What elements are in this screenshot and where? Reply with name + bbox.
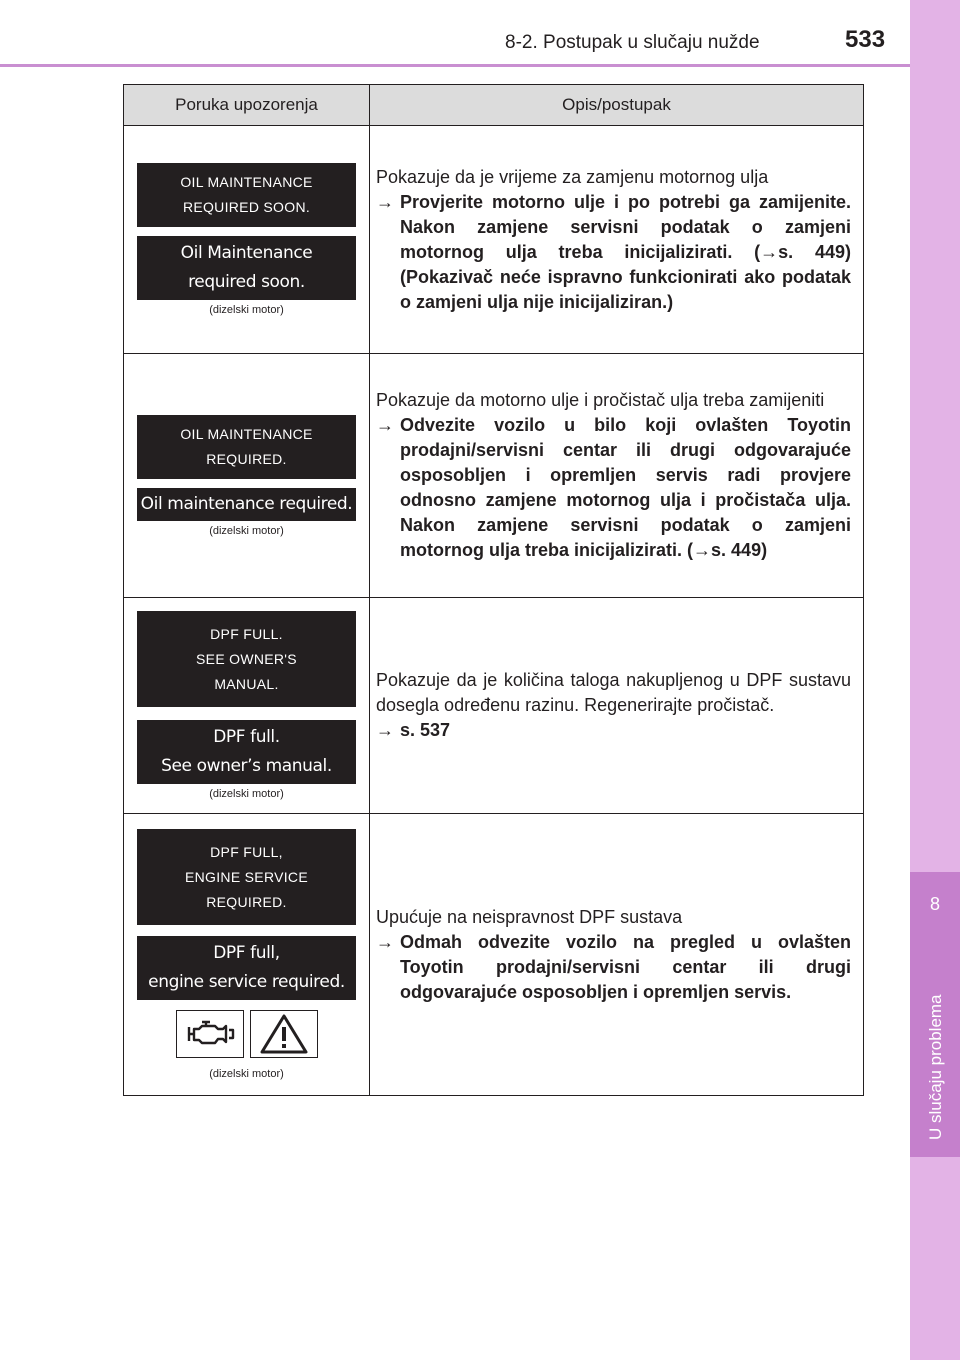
description-text: Upućuje na neispravnost DPF sustava bbox=[376, 906, 683, 927]
message-display bbox=[137, 829, 356, 925]
action-text: Odvezite vozilo u bilo koji ovlašten Toyotin prodajni/servisni centar ili drugi odgovarajuće osposobljen i opremljen servis radi provjere odnosno zamjene motornog ulja i pročistača ulja. Nakon zamjene servisni podatak o zamjeni motornog ulja treba inicijalizirati. (→s. 449) bbox=[400, 415, 851, 560]
arrow-icon: → bbox=[376, 931, 394, 952]
diesel-message-line: See owner’s manual. bbox=[161, 756, 332, 776]
message-line: REQUIRED. bbox=[206, 893, 287, 910]
action-item bbox=[376, 413, 851, 563]
description-cell bbox=[370, 598, 864, 814]
message-line: MANUAL. bbox=[214, 675, 279, 692]
diesel-message-display bbox=[137, 720, 356, 784]
diesel-message-display bbox=[137, 488, 356, 521]
table-row bbox=[124, 354, 864, 598]
column-header-description: Opis/postupak bbox=[370, 85, 864, 126]
message-cell bbox=[124, 126, 370, 354]
message-line: ENGINE SERVICE bbox=[185, 868, 308, 885]
message-line: OIL MAINTENANCE bbox=[180, 174, 313, 190]
message-line: REQUIRED SOON. bbox=[182, 199, 311, 215]
diesel-caption: (dizelski motor) bbox=[209, 304, 284, 316]
engine-check-icon bbox=[176, 1010, 244, 1058]
message-display bbox=[137, 415, 356, 479]
message-cell bbox=[124, 598, 370, 814]
action-item bbox=[376, 930, 851, 1005]
diesel-message-line: required soon. bbox=[188, 272, 305, 292]
section-title: 8-2. Postupak u slučaju nužde bbox=[505, 32, 760, 53]
diesel-message-line: DPF full. bbox=[213, 727, 280, 747]
message-line: REQUIRED. bbox=[206, 450, 287, 467]
message-cell bbox=[124, 354, 370, 598]
diesel-message-display bbox=[137, 936, 356, 1000]
action-item bbox=[376, 190, 851, 315]
description-cell bbox=[370, 354, 864, 598]
diesel-caption: (dizelski motor) bbox=[209, 788, 284, 800]
description-text: Pokazuje da je količina taloga nakupljenog u DPF sustavu dosegla određenu razinu. Regenerirajte pročistač. bbox=[376, 670, 851, 715]
table-row bbox=[124, 126, 864, 354]
action-text: Provjerite motorno ulje i po potrebi ga zamijenite. Nakon zamjene servisni podatak o zamjeni motornog ulja treba inicijalizirati. (→s. 449) (Pokazivač neće ispravno funkcionirati ako podatak o zamjeni ulja nije inicijaliziran.) bbox=[400, 191, 851, 312]
message-display bbox=[137, 163, 356, 227]
warning-table bbox=[123, 84, 864, 1096]
message-line: OIL MAINTENANCE bbox=[180, 425, 313, 442]
diesel-caption: (dizelski motor) bbox=[209, 1068, 284, 1080]
action-text: Odmah odvezite vozilo na pregled u ovlašten Toyotin prodajni/servisni centar ili drugi odgovarajuće osposobljen i opremljen servis. bbox=[400, 931, 851, 1002]
description-text: Pokazuje da motorno ulje i pročistač ulja treba zamijeniti bbox=[376, 390, 825, 410]
message-display bbox=[137, 611, 356, 707]
chapter-title: U slučaju problema bbox=[926, 994, 945, 1140]
description-cell bbox=[370, 126, 864, 354]
column-header-message: Poruka upozorenja bbox=[124, 85, 370, 126]
diesel-message-display bbox=[137, 236, 356, 300]
description-cell bbox=[370, 814, 864, 1096]
diesel-message-line: engine service required. bbox=[148, 972, 345, 992]
arrow-icon: → bbox=[376, 191, 394, 212]
table-header-row bbox=[124, 85, 864, 126]
diesel-message-line: Oil maintenance required. bbox=[140, 493, 353, 514]
diesel-caption: (dizelski motor) bbox=[209, 524, 284, 537]
diesel-message-line: Oil Maintenance bbox=[180, 243, 313, 263]
warning-icons bbox=[124, 1010, 369, 1058]
message-line: DPF FULL. bbox=[210, 625, 283, 642]
table-row bbox=[124, 598, 864, 814]
action-item bbox=[376, 718, 851, 743]
message-line: DPF FULL, bbox=[210, 843, 283, 860]
arrow-icon: → bbox=[376, 720, 394, 740]
header-rule bbox=[0, 64, 910, 67]
warning-triangle-icon bbox=[250, 1010, 318, 1058]
page-reference: s. 537 bbox=[400, 720, 451, 740]
message-cell bbox=[124, 814, 370, 1096]
message-line: SEE OWNER'S bbox=[196, 650, 297, 667]
page-number: 533 bbox=[845, 26, 886, 53]
table-row bbox=[124, 814, 864, 1096]
description-text: Pokazuje da je vrijeme za zamjenu motornog ulja bbox=[376, 166, 769, 187]
diesel-message-line: DPF full, bbox=[213, 943, 280, 963]
chapter-number: 8 bbox=[929, 894, 940, 914]
arrow-icon: → bbox=[376, 415, 394, 435]
